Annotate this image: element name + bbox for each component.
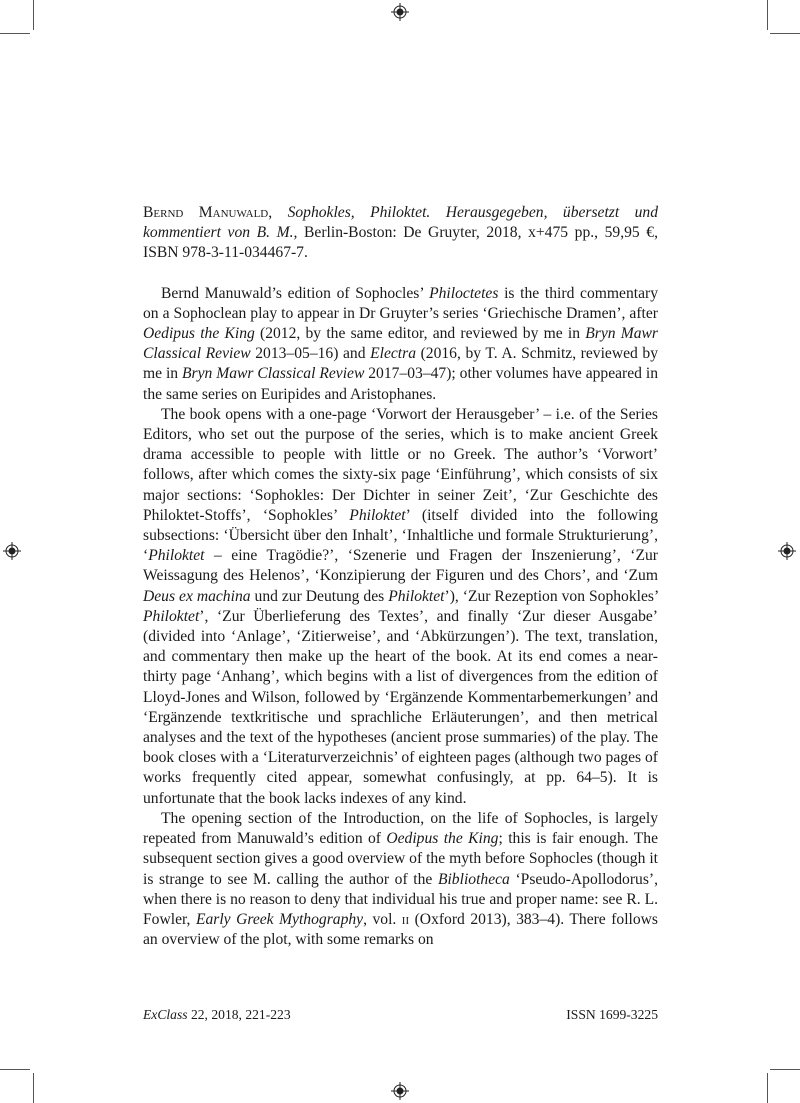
citation-details: Berlin-Boston: De Gruyter, 2018, x+475 pp., 59,95 €, ISBN 978-3-11-034467-7. [143, 224, 658, 262]
crop-mark-bottom-left [33, 1073, 34, 1103]
footer-journal: ExClass 22, 2018, 221-223 [143, 1007, 291, 1022]
paragraph-1: Bernd Manuwald’s edition of Sophocles’ Philoctetes is the third commentary on a Sophoclean play to appear in Dr Gruyter’s series ‘Griechische Dramen’, after Oedipus the King (2012, by the same editor, and reviewed by me in Bryn Mawr Classical Review 2013–05–16) and Electra (2016, by T. A. Schmitz, reviewed by me in Bryn Mawr Classical Review 2017–03–47); other volumes have appeared in the same series on Euripides and Aristophanes. [143, 284, 659, 403]
review-body [143, 203, 658, 950]
crop-mark-top-right [767, 0, 768, 30]
citation-author: Bernd Manuwald [143, 204, 269, 221]
citation-title: Sophokles, Philoktet. Herausgegeben, übersetzt und kommentiert von B. M., [143, 204, 659, 242]
crop-mark-bottom-left-h [0, 1069, 30, 1070]
page-footer [143, 1007, 658, 1023]
crop-mark-bottom-right-h [770, 1069, 800, 1070]
paragraph-2: The book opens with a one-page ‘Vorwort der Herausgeber’ – i.e. of the Series Editors, who set out the purpose of the series, which is to make ancient Greek drama accessible to people with little or no Greek. The author’s ‘Vorwort’ follows, after which comes the sixty-six page ‘Einführung’, which consists of six major sections: ‘Sophokles: Der Dichter in seiner Zeit’, ‘Zur Geschichte des Philoktet-Stoffs’, ‘Sophokles’ Philoktet’ (itself divided into the following subsections: ‘Übersicht über den Inhalt’, ‘Inhaltliche und formale Strukturierung’, ‘Philoktet – eine Tragödie?’, ‘Szenerie und Fragen der Inszenierung’, ‘Zur Weissagung des Helenos’, ‘Konzipierung der Figuren und des Chors’, and ‘Zum Deus ex machina und zur Deutung des Philoktet’), ‘Zur Rezeption von Sophokles’ Philoktet’, ‘Zur Überlieferung des Textes’, and finally ‘Zur dieser Ausgabe’ (divided into ‘Anlage’, ‘Zitierweise’, and ‘Abkürzungen’). The text, translation, and commentary then make up the heart of the book. At its end comes a near-thirty page ‘Anhang’, which begins with a list of divergences from the edition of Lloyd-Jones and Wilson, followed by ‘Ergänzende Kommentarbemerkungen’ and ‘Ergänzende textkritische und sprachliche Erläuterungen’, and then metrical analyses and the text of the hypotheses (ancient prose summaries) of the play. The book closes with a ‘Literaturverzeichnis’ of eighteen pages (although two pages of works frequently cited appear, somewhat confusingly, at pp. 64–5). It is unfortunate that the book lacks indexes of any kind. [143, 405, 659, 807]
citation-paragraph: Bernd Manuwald, Sophokles, Philoktet. Herausgegeben, übersetzt und kommentiert von B. M., Berlin-Boston: De Gruyter, 2018, x+475 pp., 59,95 €, ISBN 978-3-11-034467-7. [143, 204, 659, 262]
registration-mark-bottom-icon [391, 1082, 409, 1100]
registration-mark-right-icon [778, 542, 796, 560]
crop-mark-top-left-h [0, 33, 30, 34]
registration-mark-top-icon [391, 3, 409, 21]
footer-issn: ISSN 1699-3225 [566, 1007, 658, 1022]
paragraph-3: The opening section of the Introduction, on the life of Sophocles, is largely repeated from Manuwald’s edition of Oedipus the King; this is fair enough. The subsequent section gives a good overview of the myth before Sophocles (though it is strange to see M. calling the author of the Bibliotheca ‘Pseudo-Apollodorus’, when there is no reason to deny that individual his true and proper name: see R. L. Fowler, Early Greek Mythography, vol. ii (Oxford 2013), 383–4). There follows an overview of the plot, with some remarks on [143, 809, 659, 949]
crop-mark-bottom-right [767, 1073, 768, 1103]
registration-mark-left-icon [3, 542, 21, 560]
crop-mark-top-left [33, 0, 34, 30]
crop-mark-top-right-h [770, 33, 800, 34]
